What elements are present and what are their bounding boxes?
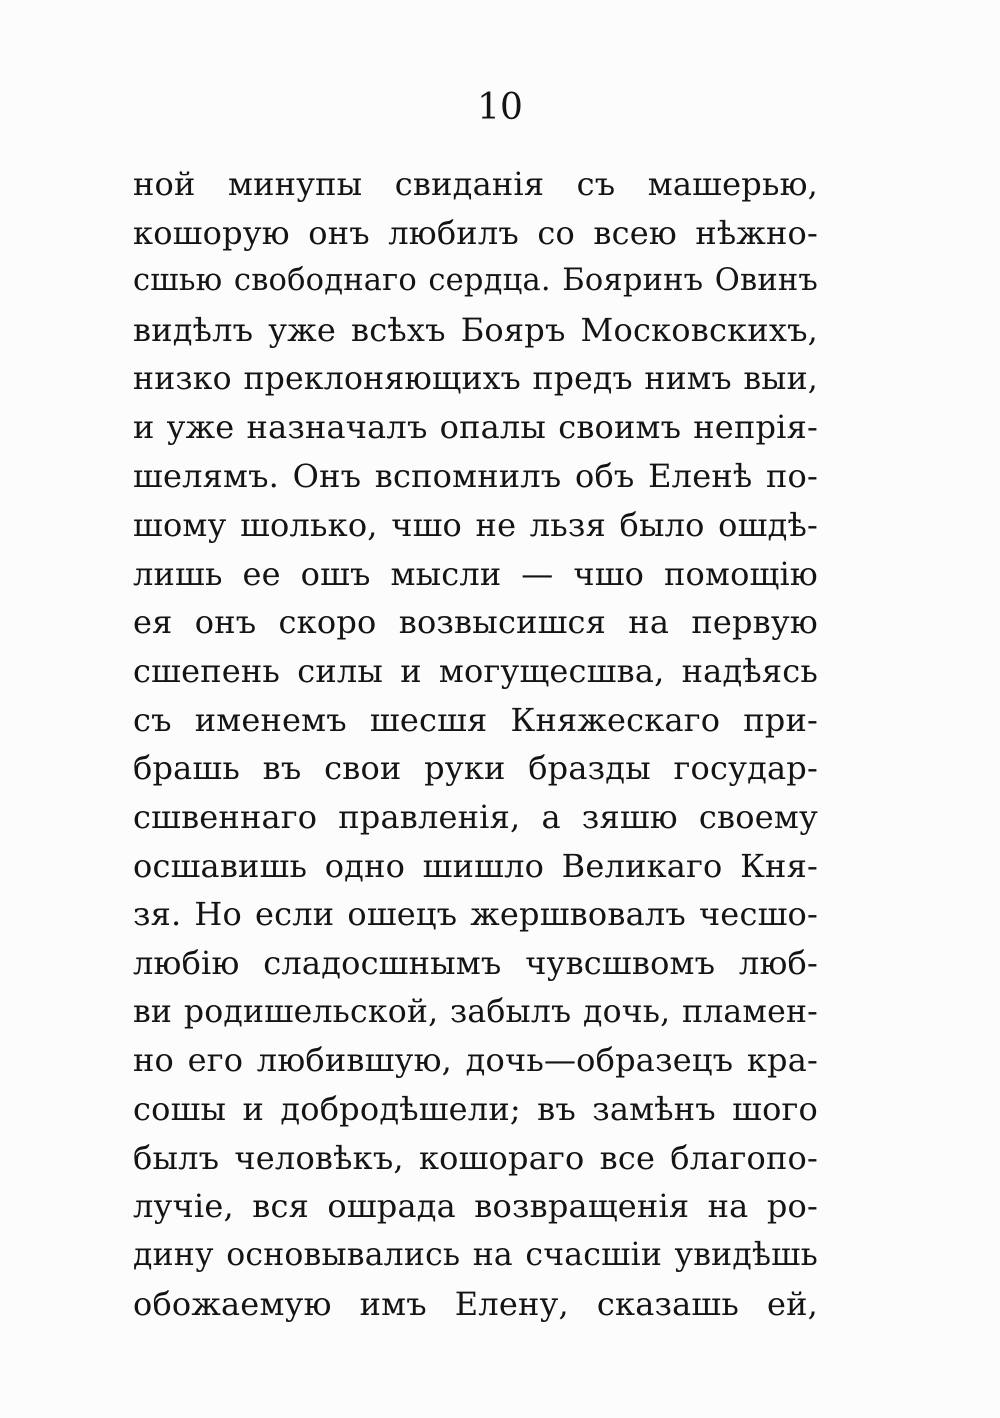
body-text xyxy=(133,160,818,1329)
text-line: ея онъ скоро возвысишся на первую xyxy=(133,603,818,642)
text-line: ви родишельской, забылъ дочь, пламен- xyxy=(133,993,818,1030)
text-line: былъ человѣкъ, кошораго все благопо- xyxy=(133,1138,818,1177)
text-line: сшепень силы и могущесшва, надѣясь xyxy=(133,651,818,690)
text-line: зя. Но если ошецъ жершвовалъ чесшо- xyxy=(133,895,818,934)
text-line: лишь ее ошъ мысли — чшо помощію xyxy=(133,554,818,593)
text-line: низко преклоняющихъ предъ нимъ выи, xyxy=(133,360,818,397)
text-line: сшвеннаго правленія, а зяшю своему xyxy=(133,797,818,836)
text-line: кошорую онъ любилъ со всею нѣжно- xyxy=(133,213,818,252)
text-line: съ именемъ шесшя Княжескаго при- xyxy=(133,700,818,739)
text-line: обожаемую имъ Елену, сказашь ей, xyxy=(133,1284,818,1323)
text-line: ной минупы свиданія съ машерью, xyxy=(133,165,818,203)
text-line: любію сладосшнымъ чувсшвомъ люб- xyxy=(133,944,818,982)
text-line: сошы и добродѣшели; въ замѣнъ шого xyxy=(133,1090,818,1129)
text-line: видѣлъ уже всѣхъ Бояръ Московскихъ, xyxy=(133,311,818,350)
text-line: и уже назначалъ опалы своимъ непрія- xyxy=(133,408,818,447)
text-line: сшью свободнаго сердца. Бояринъ Овинъ xyxy=(133,263,818,299)
text-line: осшавишь одно шишло Великаго Кня- xyxy=(133,846,818,885)
page-number: 10 xyxy=(477,87,523,128)
text-line: но его любившую, дочь—образецъ кра- xyxy=(133,1041,818,1080)
text-line: шелямъ. Онъ вспомнилъ объ Еленѣ по- xyxy=(133,457,818,496)
text-line: шому шолько, чшо не льзя было ошдѣ- xyxy=(133,505,818,544)
text-line: брашь въ свои руки бразды государ- xyxy=(133,749,818,788)
text-line: лучіе, вся ошрада возвращенія на ро- xyxy=(133,1187,818,1226)
text-line: дину основывались на счасшіи увидѣшь xyxy=(133,1237,818,1274)
